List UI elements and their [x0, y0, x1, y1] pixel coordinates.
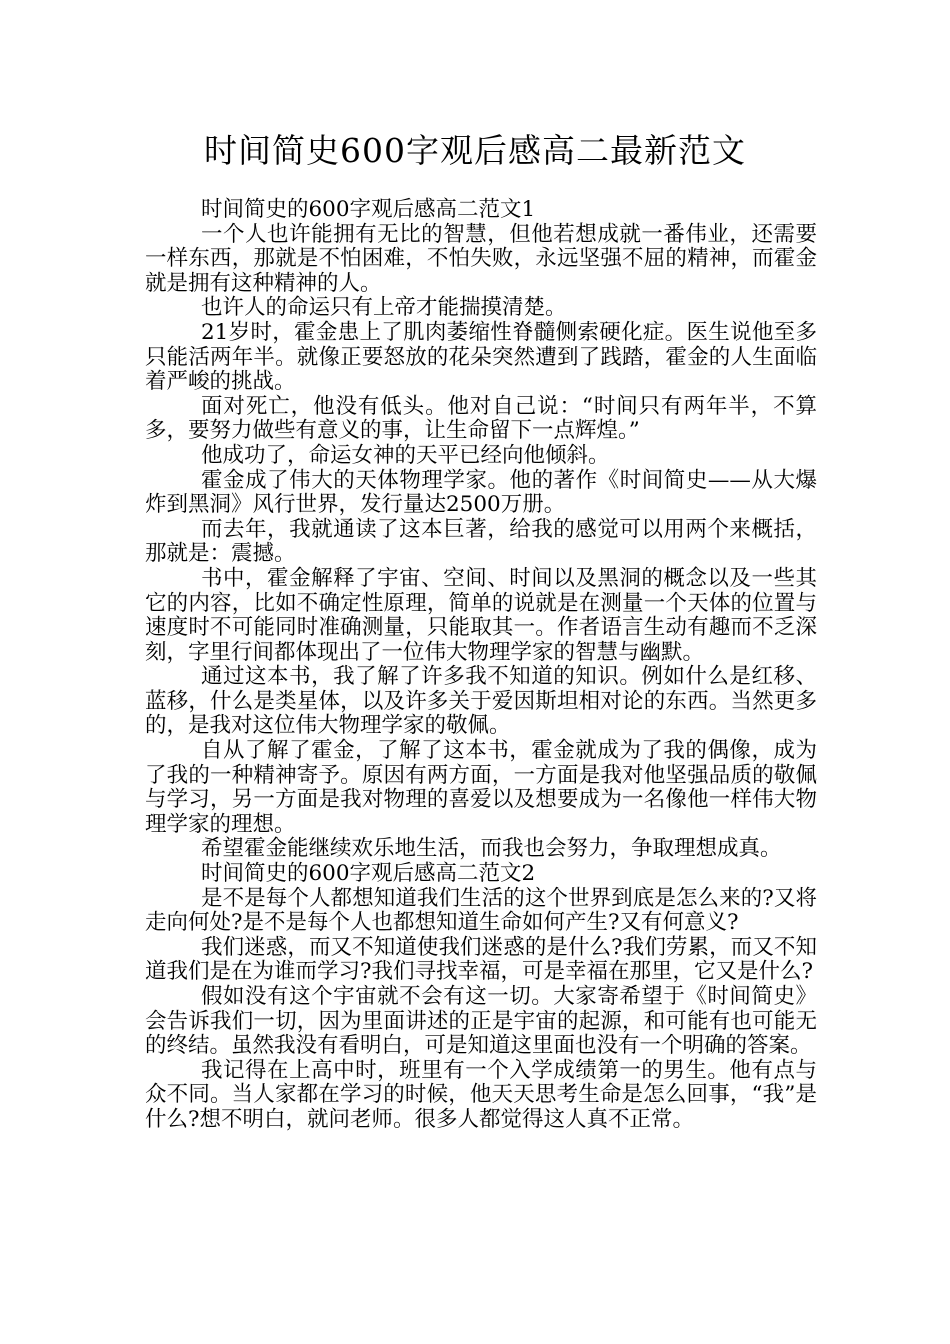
paragraph: 一个人也许能拥有无比的智慧，但他若想成就一番伟业，还需要一样东西，那就是不怕困难，不怕失败，永远坚强不屈的精神，而霍金就是拥有这种精神的人。 — [145, 221, 817, 296]
paragraph: 也许人的命运只有上帝才能揣摸清楚。 — [201, 295, 567, 321]
paragraph: 书中，霍金解释了宇宙、空间、时间以及黑洞的概念以及一些其它的内容，比如不确定性原理，简单的说就是在测量一个天体的位置与速度时不可能同时准确测量，只能取其一。作者语言生动有趣而不乏深刻，字里行间都体现出了一位伟大物理学家的智慧与幽默。 — [145, 565, 817, 665]
paragraph: 假如没有这个宇宙就不会有这一切。大家寄希望于《时间简史》会告诉我们一切，因为里面讲述的正是宇宙的起源，和可能有也可能无的终结。虽然我没有看明白，可是知道这里面也没有一个明确的答案。 — [145, 984, 817, 1059]
paragraph: 希望霍金能继续欢乐地生活，而我也会努力，争取理想成真。 — [201, 836, 782, 862]
paragraph: 21岁时，霍金患上了肌肉萎缩性脊髓侧索硬化症。医生说他至多只能活两年半。就像正要怒放的花朵突然遭到了践踏，霍金的人生面临着严峻的挑战。 — [145, 319, 817, 395]
paragraph: 他成功了，命运女神的天平已经向他倾斜。 — [201, 442, 610, 468]
paragraph: 面对死亡，他没有低头。他对自己说：“时间只有两年半，不算多，要努力做些有意义的事，让生命留下一点辉煌。” — [145, 393, 817, 444]
section-heading-1: 时间简史的600字观后感高二范文1 — [201, 197, 536, 222]
paragraph: 通过这本书，我了解了许多我不知道的知识。例如什么是红移、蓝移，什么是类星体，以及许多关于爱因斯坦相对论的东西。当然更多的，是我对这位伟大物理学家的敬佩。 — [145, 664, 817, 739]
document-title: 时间简史600字观后感高二最新范文 — [204, 131, 746, 170]
section-heading-2: 时间简史的600字观后感高二范文2 — [201, 861, 536, 887]
paragraph: 我记得在上高中时，班里有一个入学成绩第一的男生。他有点与众不同。当人家都在学习的时候，他天天思考生命是怎么回事，“我”是什么?想不明白，就问老师。很多人都觉得这人真不正常。 — [145, 1057, 817, 1132]
document-body — [145, 198, 817, 1133]
paragraph: 自从了解了霍金，了解了这本书，霍金就成为了我的偶像，成为了我的一种精神寄予。原因有两方面，一方面是我对他坚强品质的敬佩与学习，另一方面是我对物理的喜爱以及想要成为一名像他一样伟大物理学家的理想。 — [145, 738, 817, 837]
paragraph: 而去年，我就通读了这本巨著，给我的感觉可以用两个来概括，那就是：震撼。 — [145, 516, 817, 567]
paragraph: 霍金成了伟大的天体物理学家。他的著作《时间简史——从大爆炸到黑洞》风行世界，发行量达2500万册。 — [145, 467, 817, 518]
paragraph: 是不是每个人都想知道我们生活的这个世界到底是怎么来的?又将走向何处?是不是每个人也都想知道生命如何产生?又有何意义? — [145, 885, 817, 936]
paragraph: 我们迷惑，而又不知道使我们迷惑的是什么?我们劳累，而又不知道我们是在为谁而学习?我们寻找幸福，可是幸福在那里，它又是什么? — [145, 934, 817, 985]
